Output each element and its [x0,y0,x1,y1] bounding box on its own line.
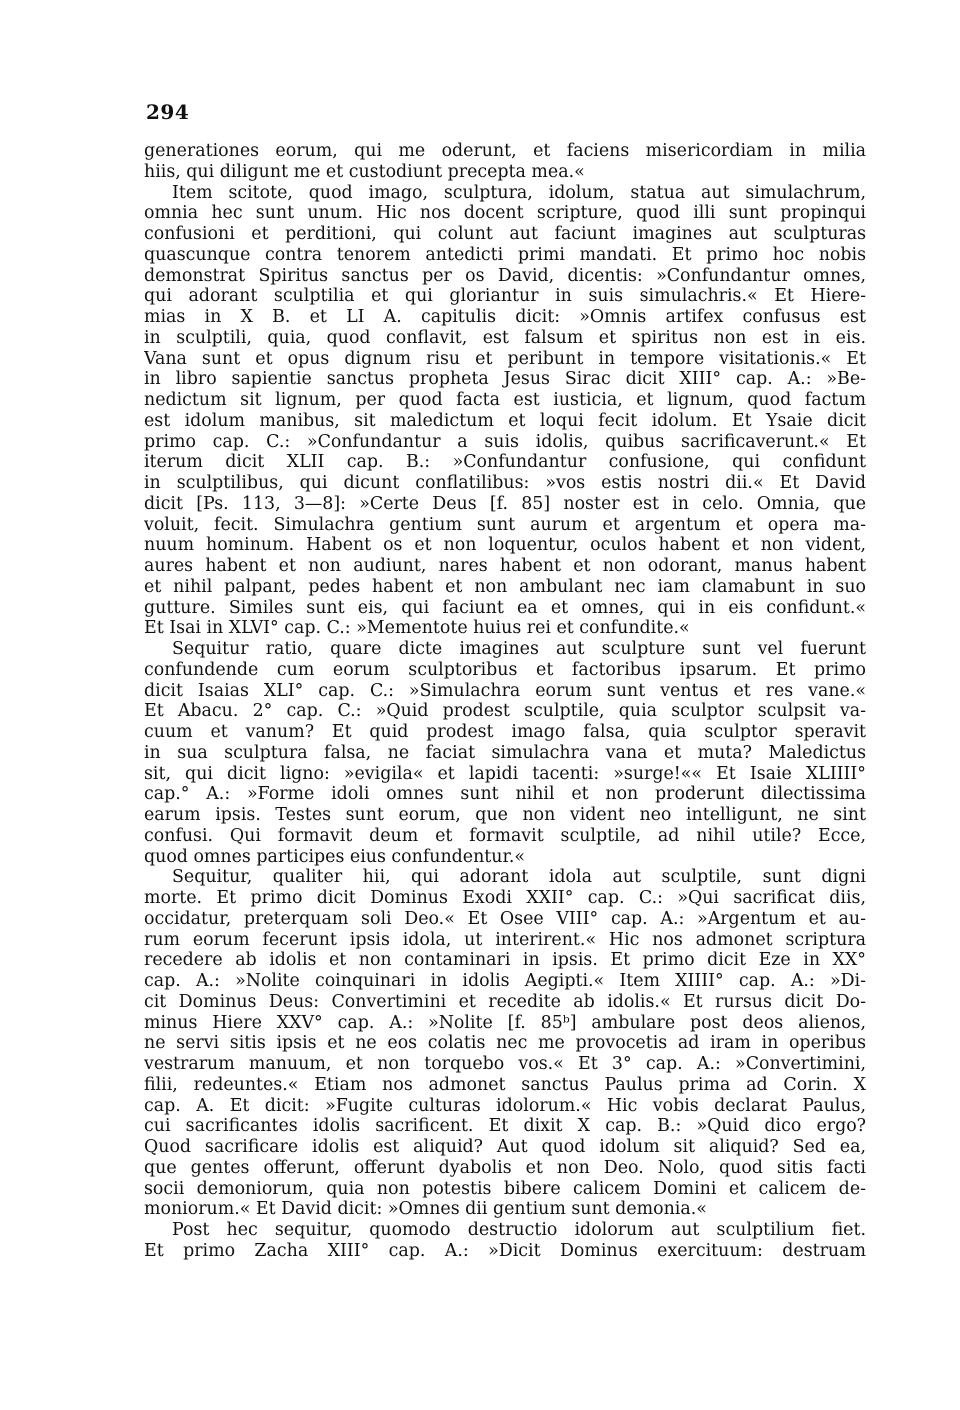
text-line: Item scitote, quod imago, sculptura, idolum, statua aut simulachrum, [172,182,866,203]
text-line: voluit, fecit. Simulachra gentium sunt aurum et argentum et opera ma- [144,514,866,535]
text-line: demonstrat Spiritus sanctus per os David, dicentis: »Confundantur omnes, [144,265,866,286]
text-line: nedictum sit lignum, per quod facta est iusticia, et lignum, quod factum [144,390,866,410]
text-line: nuum hominum. Habent os et non loquentur, oculos habent et non vident, [144,535,866,556]
text-line: hiis, qui diligunt me et custodiunt precepta mea.« [144,161,585,182]
text-line: morte. Et primo dicit Dominus Exodi XXII° cap. C.: »Qui sacrificat diis, [144,888,866,908]
text-line: Sequitur ratio, quare dicte imagines aut sculpture sunt vel fuerunt [172,639,866,659]
text-line: dicit [Ps. 113, 3—8]: »Certe Deus [f. 85] noster est in celo. Omnia, que [144,493,866,514]
text-line: rum eorum fecerunt ipsis idola, ut interirent.« Hic nos admonet scriptura [144,929,866,950]
text-body [144,141,866,1262]
text-line: primo cap. C.: »Confundantur a suis idolis, quibus sacrificaverunt.« Et [144,431,866,452]
text-line: Et Isai in XLVI° cap. C.: »Mementote huius rei et confundite.« [144,618,690,639]
text-line: qui adorant sculptilia et qui gloriantur in suis simulachris.« Et Hiere- [144,286,866,307]
text-line: in sculptili, quia, quod conflavit, est falsum et spiritus non est in eis. [144,327,866,348]
text-line: Et Abacu. 2° cap. C.: »Quid prodest sculptile, quia sculptor sculpsit va- [144,701,866,722]
text-line: cap.° A.: »Forme idoli omnes sunt nihil et non proderunt dilectissima [144,784,866,805]
text-line: Vana sunt et opus dignum risu et peribunt in tempore visitationis.« Et [144,348,866,369]
text-line: filii, redeuntes.« Etiam nos admonet sanctus Paulus prima ad Corin. X [144,1074,866,1095]
text-line: Et primo Zacha XIII° cap. A.: »Dicit Dominus exercituum: destruam [144,1240,866,1261]
text-line: in libro sapientie sanctus propheta Jesus Sirac dicit XIII° cap. A.: »Be- [144,369,866,390]
text-line: vestrarum manuum, et non torquebo vos.« Et 3° cap. A.: »Convertimini, [144,1054,866,1074]
text-line: cit Dominus Deus: Convertimini et recedite ab idolis.« Et rursus dicit Do- [144,991,866,1012]
text-line: cap. A.: »Nolite coinquinari in idolis Aegipti.« Item XIIII° cap. A.: »Di- [144,971,866,991]
text-line: moniorum.« Et David dicit: »Omnes dii gentium sunt demonia.« [144,1199,707,1220]
text-line: Sequitur, qualiter hii, qui adorant idola aut sculptile, sunt digni [172,867,866,888]
text-line: recedere ab idolis et non contaminari in ipsis. Et primo dicit Eze in XX° [144,950,866,971]
text-line: cuum et vanum? Et quid prodest imago falsa, quia sculptor speravit [144,722,866,742]
text-line: cui sacrificantes idolis sacrificent. Et dixit X cap. B.: »Quid dico ergo? [144,1116,866,1137]
text-line: Quod sacrificare idolis est aliquid? Aut quod idolum sit aliquid? Sed ea, [144,1137,866,1157]
text-line: gutture. Similes sunt eis, qui faciunt ea et omnes, qui in eis confidunt.« [144,597,866,618]
text-line: socii demoniorum, quia non potestis bibere calicem Domini et calicem de- [144,1178,866,1199]
text-line: in sua sculptura falsa, ne faciat simulachra vana et muta? Maledictus [144,742,866,763]
text-line: Post hec sequitur, quomodo destructio idolorum aut sculptilium fiet. [172,1220,866,1240]
text-line: iterum dicit XLII cap. B.: »Confundantur confusione, qui confidunt [144,452,866,473]
text-line: que gentes offerunt, offerunt dyabolis et non Deo. Nolo, quod sitis facti [144,1157,866,1178]
text-line: aures habent et non audiunt, nares habent et non odorant, manus habent [144,556,866,576]
text-line: et nihil palpant, pedes habent et non ambulant nec iam clamabunt in suo [144,576,866,597]
text-line: confusioni et perditioni, qui colunt aut faciunt imagines aut sculpturas [144,224,866,244]
text-line: omnia hec sunt unum. Hic nos docent scripture, quod illi sunt propinqui [144,203,866,224]
text-line: dicit Isaias XLI° cap. C.: »Simulachra eorum sunt ventus et res vane.« [144,680,866,701]
text-line: earum ipsis. Testes sunt eorum, que non vident neo intelligunt, ne sint [144,805,866,825]
text-line: confusi. Qui formavit deum et formavit sculptile, ad nihil utile? Ecce, [144,825,866,846]
text-line: in sculptilibus, qui dicunt conflatilibus: »vos estis nostri dii.« Et David [144,473,866,493]
text-line: quod omnes participes eius confundentur.« [144,846,526,867]
text-line: mias in X B. et LI A. capitulis dicit: »Omnis artifex confusus est [144,307,866,327]
text-line: quascunque contra tenorem antedicti primi mandati. Et primo hoc nobis [144,244,866,265]
text-line: cap. A. Et dicit: »Fugite culturas idolorum.« Hic vobis declarat Paulus, [144,1095,866,1116]
text-line: occidatur, preterquam soli Deo.« Et Osee VIII° cap. A.: »Argentum et au- [144,908,866,929]
text-line: generationes eorum, qui me oderunt, et faciens misericordiam in milia [144,141,866,161]
text-line: minus Hiere XXV° cap. A.: »Nolite [f. 85ᵇ] ambulare post deos alienos, [144,1012,866,1033]
text-line: ne servi sitis ipsis et ne eos colatis nec me provocetis ad iram in operibus [144,1033,866,1054]
text-line: confundende cum eorum sculptoribus et factoribus ipsarum. Et primo [144,659,866,680]
text-line: sit, qui dicit ligno: »evigila« et lapidi tacenti: »surge!«« Et Isaie XLIIII° [144,763,866,784]
page-number: 294 [146,100,190,124]
text-line: est idolum manibus, sit maledictum et loqui fecit idolum. Et Ysaie dicit [144,410,866,431]
